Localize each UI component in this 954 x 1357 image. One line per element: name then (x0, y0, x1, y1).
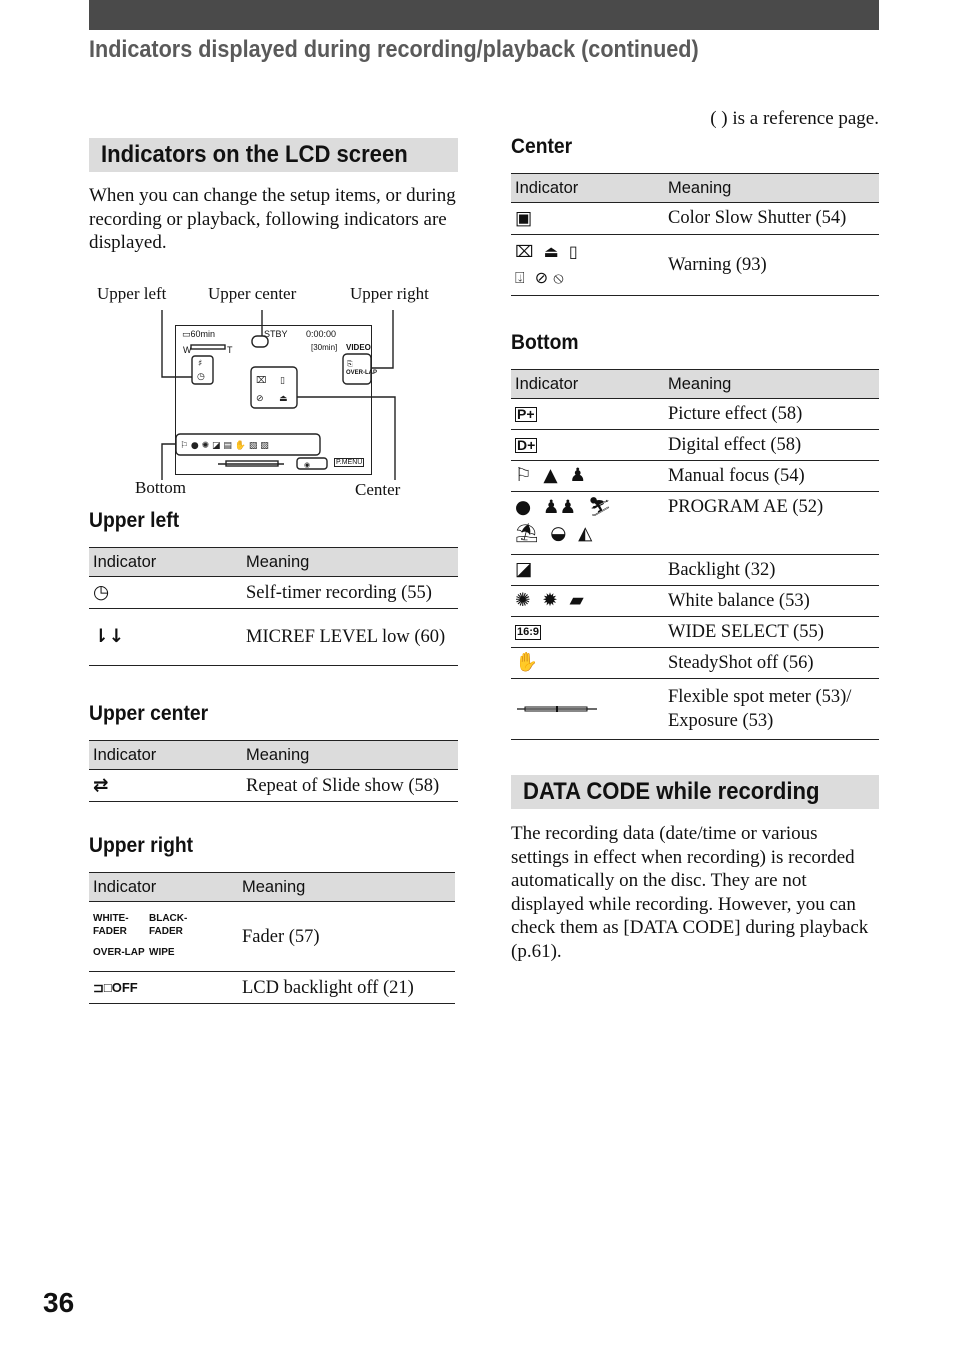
exposure-bar-icon (511, 679, 664, 740)
upper-right-table (89, 872, 455, 1004)
col-meaning: Meaning (242, 548, 458, 577)
label-center: Center (355, 480, 401, 499)
label-upper-center: Upper center (208, 284, 297, 303)
data-code-title: DATA CODE while recording (511, 775, 879, 809)
program-ae-icons: ● ♟♟ ⛷ ⛱ ◒ ◭ (511, 492, 664, 555)
table-row: P+ Picture effect (58) (511, 399, 879, 430)
col-meaning: Meaning (664, 174, 879, 203)
svg-text:⊘: ⊘ (256, 394, 264, 404)
label-upper-left: Upper left (97, 284, 167, 303)
table-row: ● ♟♟ ⛷ ⛱ ◒ ◭ PROGRAM AE (52) (511, 492, 879, 555)
table-row: ⇂↓ MICREF LEVEL low (60) (89, 609, 458, 666)
upper-left-table (89, 547, 458, 666)
col-meaning: Meaning (242, 741, 458, 770)
col-indicator: Indicator (89, 548, 242, 577)
table-row: ▣ Color Slow Shutter (54) (511, 203, 879, 235)
lcd-backlight-off-icon: ⊐□OFF (93, 979, 138, 995)
steadyshot-off-icon: ✋ (511, 648, 664, 679)
upper-left-heading: Upper left (89, 509, 180, 532)
col-indicator: Indicator (511, 370, 664, 399)
table-row: Flexible spot meter (53)/ Exposure (53) (511, 679, 879, 740)
warning-icons: ⌧ ⏏ ▯ ⍗ ⊘ ⦸ (511, 234, 664, 295)
lcd-section-title: Indicators on the LCD screen (89, 138, 458, 172)
table-row: ◷ Self-timer recording (55) (89, 577, 458, 609)
lcd-fader: OVER-LAP (346, 370, 378, 376)
label-upper-right: Upper right (350, 284, 429, 303)
lcd-zoom-t: T (227, 345, 233, 355)
manual-focus-icon: ⚐ ▲ ♟ (511, 461, 664, 492)
table-row: ⊐□OFF LCD backlight off (21) (89, 972, 455, 1004)
col-meaning: Meaning (664, 370, 879, 399)
table-row: 16:9 WIDE SELECT (55) (511, 617, 879, 648)
bottom-table (511, 369, 879, 740)
col-indicator: Indicator (89, 741, 242, 770)
backlight-icon: ◪ (511, 555, 664, 586)
bottom-heading: Bottom (511, 331, 579, 354)
center-table (511, 173, 879, 296)
data-code-body: The recording data (date/time or various settings in effect when recording) is recorded automatically on the disc. They are not displayed while recording. However, you can check them as [DATA CODE] during playback (p.61). (511, 823, 869, 962)
page-number: 36 (43, 1287, 75, 1318)
upper-center-table (89, 740, 458, 802)
svg-text:▯: ▯ (280, 376, 285, 386)
col-indicator: Indicator (89, 873, 238, 902)
fader-icons: WHITE-FADERBLACK-FADER OVER-LAP WIPE (89, 902, 238, 972)
table-row: ✋ SteadyShot off (56) (511, 648, 879, 679)
upper-center-heading: Upper center (89, 702, 209, 725)
col-meaning: Meaning (238, 873, 455, 902)
page-heading: Indicators displayed during recording/playback (continued) (89, 36, 699, 63)
svg-text:◉: ◉ (304, 461, 311, 469)
reference-note: ( ) is a reference page. (710, 108, 879, 129)
lcd-remaining: [30min] (311, 343, 338, 352)
lcd-time: 0:00:00 (306, 329, 337, 339)
digital-effect-icon: D+ (517, 437, 536, 454)
lcd-intro: When you can change the setup items, or during recording or playback, following indicators are displayed. (89, 185, 456, 253)
table-row: ⌧ ⏏ ▯ ⍗ ⊘ ⦸ Warning (93) (511, 234, 879, 295)
self-timer-icon: ◷ (93, 582, 110, 603)
table-row: ✺ ✹ ▰ White balance (53) (511, 586, 879, 617)
lcd-menu: P.MENU (336, 459, 363, 466)
picture-effect-icon: P+ (517, 406, 535, 423)
table-row: WHITE-FADERBLACK-FADER OVER-LAP WIPE Fader (57) (89, 902, 455, 972)
svg-text:⚐ ● ✺ ◪ ▤ ✋ ▧ ▨: ⚐ ● ✺ ◪ ▤ ✋ ▧ ▨ (180, 441, 269, 451)
table-row: D+ Digital effect (58) (511, 430, 879, 461)
upper-right-heading: Upper right (89, 834, 194, 857)
micref-level-low-icon: ⇂↓ (93, 626, 125, 648)
white-balance-icons: ✺ ✹ ▰ (511, 586, 664, 617)
table-row: ⚐ ▲ ♟ Manual focus (54) (511, 461, 879, 492)
table-row: ◪ Backlight (32) (511, 555, 879, 586)
color-slow-shutter-icon: ▣ (515, 207, 533, 229)
label-bottom: Bottom (135, 478, 187, 497)
lcd-status: STBY (264, 329, 288, 339)
lcd-battery: ▭60min (182, 329, 216, 339)
repeat-icon: ⇄ (93, 774, 109, 796)
table-row: ⇄ Repeat of Slide show (58) (89, 770, 458, 802)
wide-select-icon: 16:9 (517, 626, 540, 639)
center-heading: Center (511, 135, 573, 158)
svg-text:⏏: ⏏ (279, 394, 288, 404)
svg-text:◷: ◷ (197, 372, 205, 382)
col-indicator: Indicator (511, 174, 664, 203)
svg-text:⌧: ⌧ (256, 376, 267, 386)
svg-text:⎘: ⎘ (347, 360, 353, 368)
svg-text:♯: ♯ (198, 359, 203, 369)
lcd-disc: VIDEO (346, 343, 371, 352)
lcd-zoom-w: W (183, 345, 192, 355)
